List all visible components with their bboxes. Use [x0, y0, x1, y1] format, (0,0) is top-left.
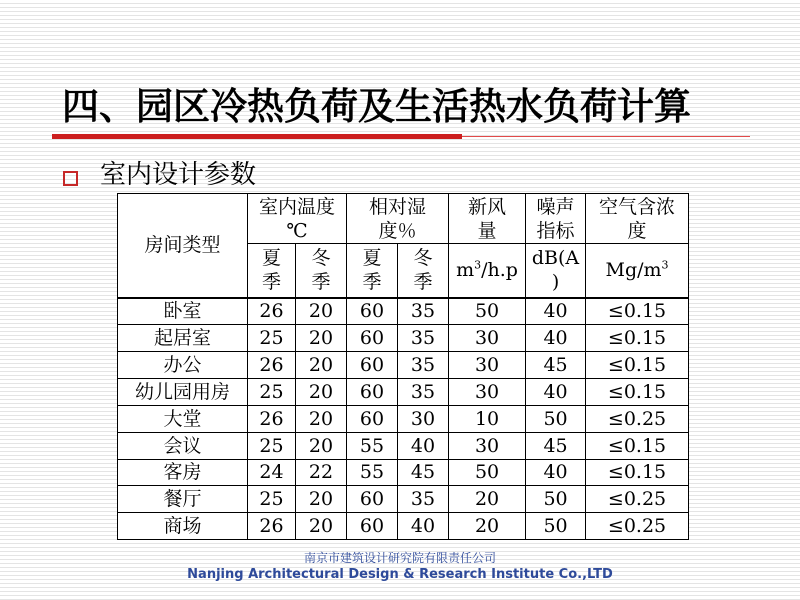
table-row: [118, 379, 689, 406]
cell-noise: 40: [526, 459, 586, 486]
cell-air: ≤0.15: [586, 298, 689, 325]
cell-humidity-winter: 40: [398, 432, 449, 459]
noise-unit-1: dB(A: [531, 247, 580, 270]
cell-noise: 40: [526, 298, 586, 325]
header-indoor-temp: [248, 194, 347, 244]
cell-air: ≤0.15: [586, 379, 689, 406]
cell-air: ≤0.15: [586, 352, 689, 379]
header-air: [586, 194, 689, 244]
header-air-unit: [586, 244, 689, 298]
table-row: [118, 298, 689, 325]
table-row: [118, 459, 689, 486]
header-indoor-temp-label: 室内温度: [259, 195, 336, 218]
cell-air: ≤0.15: [586, 459, 689, 486]
cell-temp-summer: 25: [248, 379, 296, 406]
header-fresh-air-label-2: 量: [477, 219, 497, 242]
cell-temp-winter: 20: [296, 298, 347, 325]
design-params-table: [117, 193, 689, 540]
header-temp-summer-1: 夏: [261, 247, 281, 270]
cell-humidity-summer: 60: [347, 379, 398, 406]
cell-noise: 50: [526, 486, 586, 513]
cell-fresh-air: 20: [449, 513, 526, 540]
table-row: [118, 486, 689, 513]
cell-noise: 40: [526, 379, 586, 406]
fresh-air-unit-rest: /h.p: [481, 259, 518, 282]
header-humidity-summer: [347, 244, 398, 298]
cell-humidity-summer: 60: [347, 298, 398, 325]
air-unit-exp: 3: [661, 258, 669, 272]
header-fresh-air-unit: [449, 244, 526, 298]
header-humidity: [347, 194, 449, 244]
cell-room: 卧室: [118, 298, 248, 325]
cell-air: ≤0.15: [586, 325, 689, 352]
cell-fresh-air: 30: [449, 379, 526, 406]
cell-temp-summer: 25: [248, 325, 296, 352]
cell-temp-summer: 26: [248, 405, 296, 432]
cell-temp-summer: 26: [248, 298, 296, 325]
cell-fresh-air: 30: [449, 352, 526, 379]
cell-room: 餐厅: [118, 486, 248, 513]
cell-room: 幼儿园用房: [118, 379, 248, 406]
cell-room: 客房: [118, 459, 248, 486]
cell-humidity-summer: 60: [347, 352, 398, 379]
cell-humidity-winter: 35: [398, 352, 449, 379]
cell-air: ≤0.15: [586, 432, 689, 459]
header-humidity-unit: 度％: [378, 219, 417, 242]
header-fresh-air: [449, 194, 526, 244]
cell-room: 会议: [118, 432, 248, 459]
cell-temp-winter: 20: [296, 486, 347, 513]
cell-fresh-air: 30: [449, 432, 526, 459]
square-bullet-icon: [63, 171, 78, 186]
cell-noise: 45: [526, 352, 586, 379]
header-noise-label-2: 指标: [536, 219, 575, 242]
table-row: [118, 325, 689, 352]
header-temp-winter-2: 季: [311, 271, 331, 294]
cell-humidity-winter: 35: [398, 325, 449, 352]
header-humidity-summer-1: 夏: [362, 247, 382, 270]
cell-temp-summer: 26: [248, 352, 296, 379]
cell-room: 商场: [118, 513, 248, 540]
table-row: [118, 513, 689, 540]
footer-company-cn: 南京市建筑设计研究院有限责任公司: [303, 551, 496, 565]
cell-humidity-summer: 55: [347, 432, 398, 459]
cell-noise: 50: [526, 513, 586, 540]
header-humidity-summer-2: 季: [362, 271, 382, 294]
header-humidity-label: 相对湿: [369, 195, 427, 218]
cell-temp-winter: 20: [296, 405, 347, 432]
cell-air: ≤0.25: [586, 486, 689, 513]
cell-temp-winter: 20: [296, 325, 347, 352]
cell-humidity-summer: 60: [347, 405, 398, 432]
noise-unit-2: ): [551, 271, 560, 294]
cell-room: 大堂: [118, 405, 248, 432]
cell-temp-winter: 22: [296, 459, 347, 486]
slide-title: 四、园区冷热负荷及生活热水负荷计算: [62, 84, 691, 128]
cell-noise: 40: [526, 325, 586, 352]
cell-humidity-winter: 35: [398, 379, 449, 406]
table-row: [118, 432, 689, 459]
header-noise: [526, 194, 586, 244]
header-humidity-winter-2: 季: [413, 271, 433, 294]
footer-company-en: Nanjing Architectural Design & Research Institute Co.,LTD: [187, 567, 613, 582]
cell-humidity-summer: 60: [347, 513, 398, 540]
cell-humidity-summer: 60: [347, 486, 398, 513]
cell-temp-summer: 25: [248, 486, 296, 513]
header-air-label: 空气含浓: [599, 195, 676, 218]
cell-temp-summer: 24: [248, 459, 296, 486]
table-row: [118, 405, 689, 432]
cell-noise: 50: [526, 405, 586, 432]
header-noise-label: 噪声: [536, 195, 575, 218]
header-humidity-winter: [398, 244, 449, 298]
cell-humidity-summer: 60: [347, 325, 398, 352]
header-temp-winter: [296, 244, 347, 298]
cell-fresh-air: 50: [449, 459, 526, 486]
cell-humidity-summer: 55: [347, 459, 398, 486]
cell-temp-winter: 20: [296, 352, 347, 379]
header-noise-unit: [526, 244, 586, 298]
cell-noise: 45: [526, 432, 586, 459]
title-underline-thick: [52, 134, 462, 139]
cell-temp-summer: 26: [248, 513, 296, 540]
cell-humidity-winter: 40: [398, 513, 449, 540]
cell-fresh-air: 20: [449, 486, 526, 513]
header-temp-winter-1: 冬: [311, 247, 331, 270]
bullet-text: 室内设计参数: [100, 160, 257, 190]
fresh-air-unit-exp: 3: [474, 258, 482, 272]
fresh-air-unit-base: m: [456, 259, 475, 282]
cell-humidity-winter: 45: [398, 459, 449, 486]
cell-humidity-winter: 35: [398, 486, 449, 513]
cell-air: ≤0.25: [586, 513, 689, 540]
header-temp-summer: [248, 244, 296, 298]
cell-room: 起居室: [118, 325, 248, 352]
cell-temp-winter: 20: [296, 379, 347, 406]
cell-room: 办公: [118, 352, 248, 379]
air-unit-base: Mg/m: [605, 259, 662, 282]
cell-fresh-air: 10: [449, 405, 526, 432]
header-humidity-winter-1: 冬: [413, 247, 433, 270]
cell-temp-summer: 25: [248, 432, 296, 459]
cell-temp-winter: 20: [296, 513, 347, 540]
header-indoor-temp-unit: ℃: [286, 219, 308, 242]
header-air-label-2: 度: [627, 219, 647, 242]
cell-fresh-air: 30: [449, 325, 526, 352]
header-fresh-air-label: 新风: [468, 195, 507, 218]
table-row: [118, 352, 689, 379]
cell-air: ≤0.25: [586, 405, 689, 432]
cell-humidity-winter: 35: [398, 298, 449, 325]
cell-fresh-air: 50: [449, 298, 526, 325]
header-temp-summer-2: 季: [261, 271, 281, 294]
cell-temp-winter: 20: [296, 432, 347, 459]
cell-humidity-winter: 30: [398, 405, 449, 432]
header-room-type: 房间类型: [118, 194, 248, 298]
